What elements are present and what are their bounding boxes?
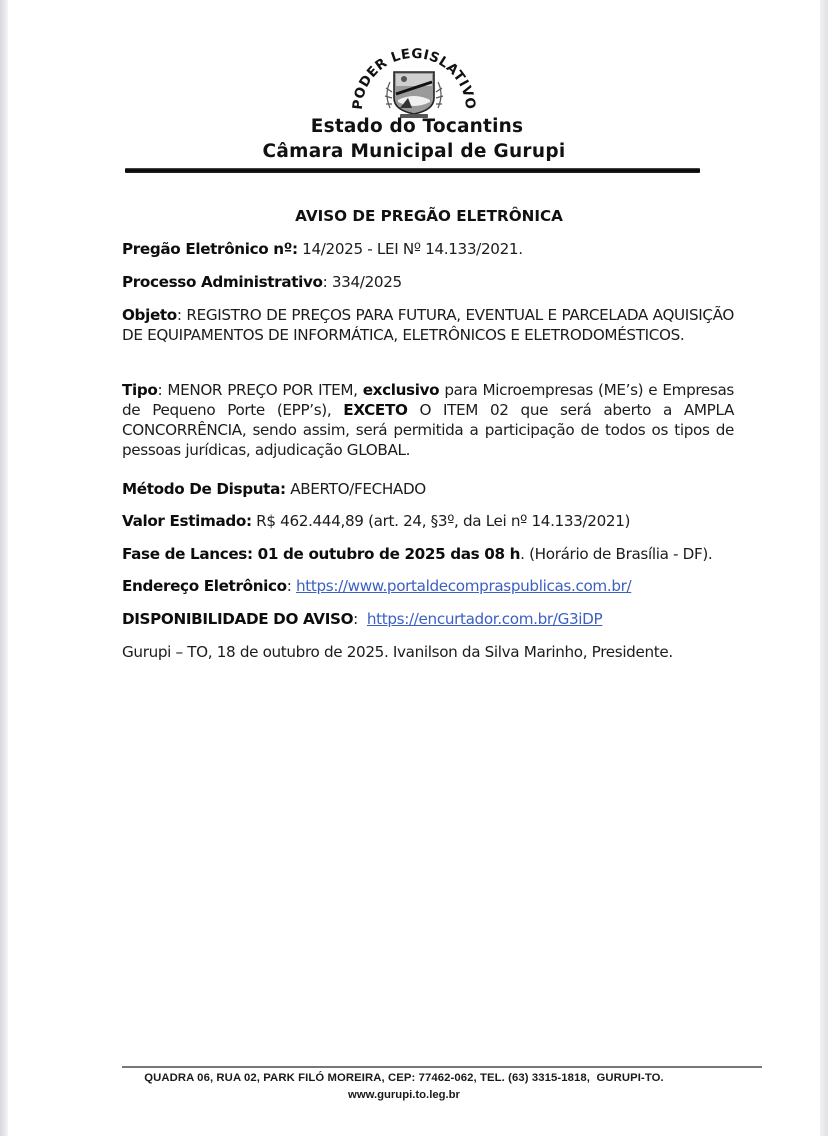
tipo-paragraph xyxy=(122,380,734,460)
aviso-short-link[interactable]: https://encurtador.com.br/G3iDP xyxy=(366,610,603,628)
objeto-paragraph xyxy=(122,305,734,345)
tipo-except: EXCETO xyxy=(343,401,408,419)
metodo-label: Método De Disputa: xyxy=(122,480,286,498)
footer-divider xyxy=(122,1066,762,1068)
endereco-line xyxy=(122,576,734,596)
pregao-line xyxy=(122,239,734,259)
endereco-label: Endereço Eletrônico xyxy=(122,577,287,595)
fase-line xyxy=(122,544,734,564)
tipo-label: Tipo xyxy=(122,381,158,399)
pregao-label: Pregão Eletrônico nº: xyxy=(122,240,298,258)
page-edge-right xyxy=(820,0,828,1136)
tipo-text: para Microempresas (ME’s) e Empresas de Pequeno Porte (EPP’s), xyxy=(122,381,734,419)
footer-address: QUADRA 06, RUA 02, PARK FILÓ MOREIRA, CEP: 77462-062, TEL. (63) 3315-1818, GURUPI-TO. xyxy=(144,1072,664,1084)
valor-label: Valor Estimado: xyxy=(122,512,252,530)
emblem-arc-text: PODER LEGISLATIVO xyxy=(349,45,478,111)
shield-icon xyxy=(394,72,434,114)
pregao-value: 14/2025 - LEI Nº 14.133/2021. xyxy=(297,240,523,258)
processo-label: Processo Administrativo xyxy=(122,273,323,291)
institution-heading: Câmara Municipal de Gurupi xyxy=(262,141,566,162)
notice-title: AVISO DE PREGÃO ELETRÔNICA xyxy=(295,207,563,225)
separator: : xyxy=(353,610,367,628)
legislative-emblem-icon xyxy=(348,42,478,120)
processo-value: : 334/2025 xyxy=(322,273,402,291)
fase-value: . (Horário de Brasília - DF). xyxy=(520,545,713,563)
tipo-exclusive: exclusivo xyxy=(362,381,440,399)
objeto-label: Objeto xyxy=(122,306,177,324)
separator: : xyxy=(286,577,296,595)
page-edge-left-highlight xyxy=(6,0,8,1136)
metodo-line xyxy=(122,479,734,499)
fase-label: Fase de Lances: 01 de outubro de 2025 das 08 h xyxy=(122,545,521,563)
processo-line xyxy=(122,272,734,292)
valor-line xyxy=(122,511,734,531)
tipo-text: O ITEM 02 que será aberto a AMPLA CONCORRÊNCIA, sendo assim, será permitida a participação de todos os tipos de pessoas jurídicas, adjudicação GLOBAL. xyxy=(122,401,734,459)
footer-website: www.gurupi.to.leg.br xyxy=(348,1089,460,1101)
state-heading: Estado do Tocantins xyxy=(310,116,524,137)
portal-compras-link[interactable]: https://www.portaldecompraspublicas.com.br/ xyxy=(296,577,632,595)
objeto-value: : REGISTRO DE PREÇOS PARA FUTURA, EVENTUAL E PARCELADA AQUISIÇÃO DE EQUIPAMENTOS DE INFORMÁTICA, ELETRÔNICOS E ELETRODOMÉSTICOS. xyxy=(122,306,734,344)
disponibilidade-line xyxy=(122,609,734,629)
metodo-value: ABERTO/FECHADO xyxy=(285,480,426,498)
closing-line: Gurupi – TO, 18 de outubro de 2025. Ivanilson da Silva Marinho, Presidente. xyxy=(122,643,673,661)
disponibilidade-label: DISPONIBILIDADE DO AVISO xyxy=(122,610,354,628)
header-divider xyxy=(125,168,700,173)
tipo-text: : MENOR PREÇO POR ITEM, xyxy=(157,381,363,399)
valor-value: R$ 462.444,89 (art. 24, §3º, da Lei nº 14.133/2021) xyxy=(251,512,631,530)
